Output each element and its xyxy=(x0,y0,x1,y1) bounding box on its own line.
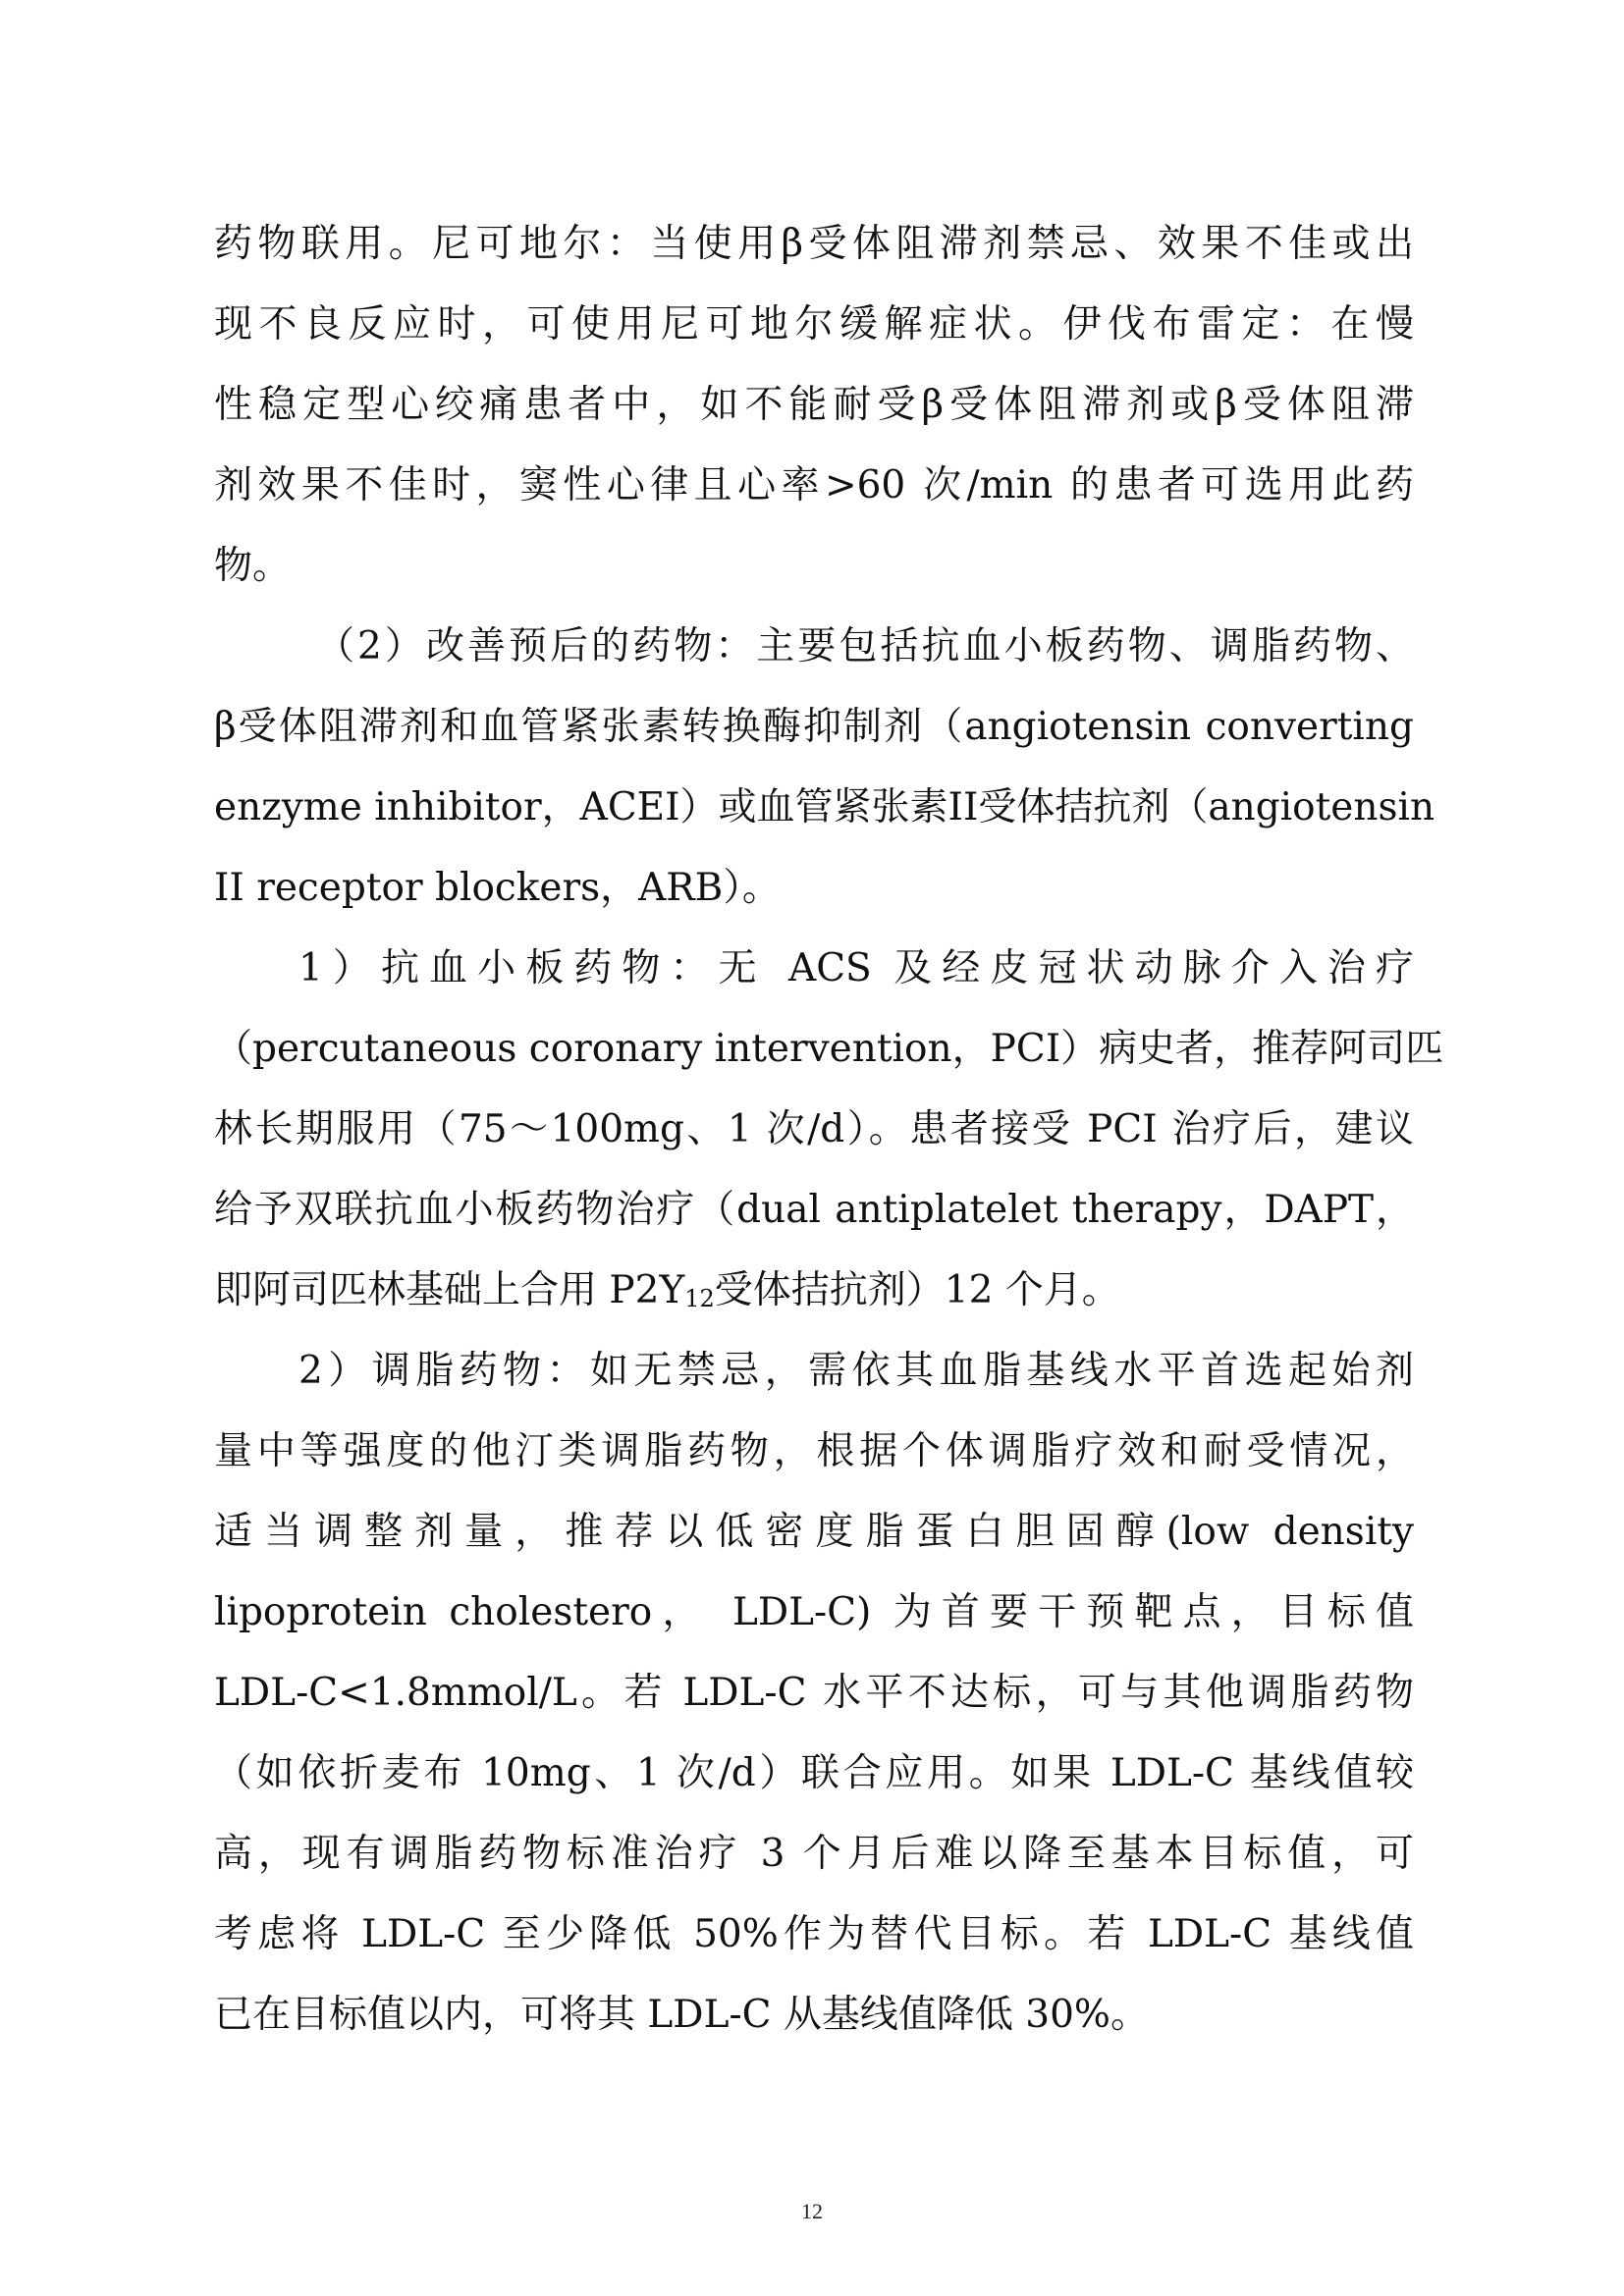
text-line: 适当调整剂量，推荐以低密度脂蛋白胆固醇(low density xyxy=(214,1510,1414,1554)
text-line: 已在目标值以内，可将其 LDL-C 从基线值降低 30%。 xyxy=(214,1993,1149,2037)
text-line: 物。 xyxy=(214,544,292,588)
text-line: 高，现有调脂药物标准治疗 3 个月后难以降至基本目标值，可 xyxy=(214,1832,1414,1876)
text-segment: 即阿司匹林基础上合用 P2Y xyxy=(214,1268,685,1312)
subscript: 12 xyxy=(684,1285,715,1312)
text-line: （2）改善预后的药物：主要包括抗血小板药物、调脂药物、 xyxy=(316,624,1414,668)
text-segment: 受体拮抗剂）12 个月。 xyxy=(714,1268,1120,1312)
page-number: 12 xyxy=(801,2199,823,2223)
text-line: enzyme inhibitor，ACEI）或血管紧张素II受体拮抗剂（angiotensin xyxy=(214,785,1435,829)
text-line: 性稳定型心绞痛患者中，如不能耐受β受体阻滞剂或β受体阻滞 xyxy=(214,383,1414,427)
text-line: 考虑将 LDL-C 至少降低 50%作为替代目标。若 LDL-C 基线值 xyxy=(214,1912,1414,1956)
text-line: 1）抗血小板药物：无 ACS 及经皮冠状动脉介入治疗 xyxy=(298,946,1414,990)
text-line: （percutaneous coronary intervention，PCI）病史者，推荐阿司匹 xyxy=(214,1027,1444,1071)
text-line: 剂效果不佳时，窦性心律且心率>60 次/min 的患者可选用此药 xyxy=(214,463,1414,507)
text-line: 林长期服用（75～100mg、1 次/d）。患者接受 PCI 治疗后，建议 xyxy=(214,1107,1414,1151)
text-line: LDL-C<1.8mmol/L。若 LDL-C 水平不达标，可与其他调脂药物 xyxy=(214,1671,1414,1715)
text-line: 量中等强度的他汀类调脂药物，根据个体调脂疗效和耐受情况， xyxy=(214,1429,1414,1473)
text-line: β受体阻滞剂和血管紧张素转换酶抑制剂（angiotensin converting xyxy=(214,705,1414,749)
text-line: 2）调脂药物：如无禁忌，需依其血脂基线水平首选起始剂 xyxy=(298,1349,1414,1393)
text-line: lipoprotein cholestero， LDL-C) 为首要干预靶点，目标值 xyxy=(214,1590,1414,1634)
text-line: II receptor blockers，ARB）。 xyxy=(214,866,781,910)
text-line: 药物联用。尼可地尔：当使用β受体阻滞剂禁忌、效果不佳或出 xyxy=(214,222,1414,266)
text-line: 给予双联抗血小板药物治疗（dual antiplatelet therapy，DAPT， xyxy=(214,1188,1414,1232)
text-line xyxy=(214,1261,1414,1320)
text-line: （如依折麦布 10mg、1 次/d）联合应用。如果 LDL-C 基线值较 xyxy=(214,1751,1414,1795)
text-line: 现不良反应时，可使用尼可地尔缓解症状。伊伐布雷定：在慢 xyxy=(214,302,1414,347)
